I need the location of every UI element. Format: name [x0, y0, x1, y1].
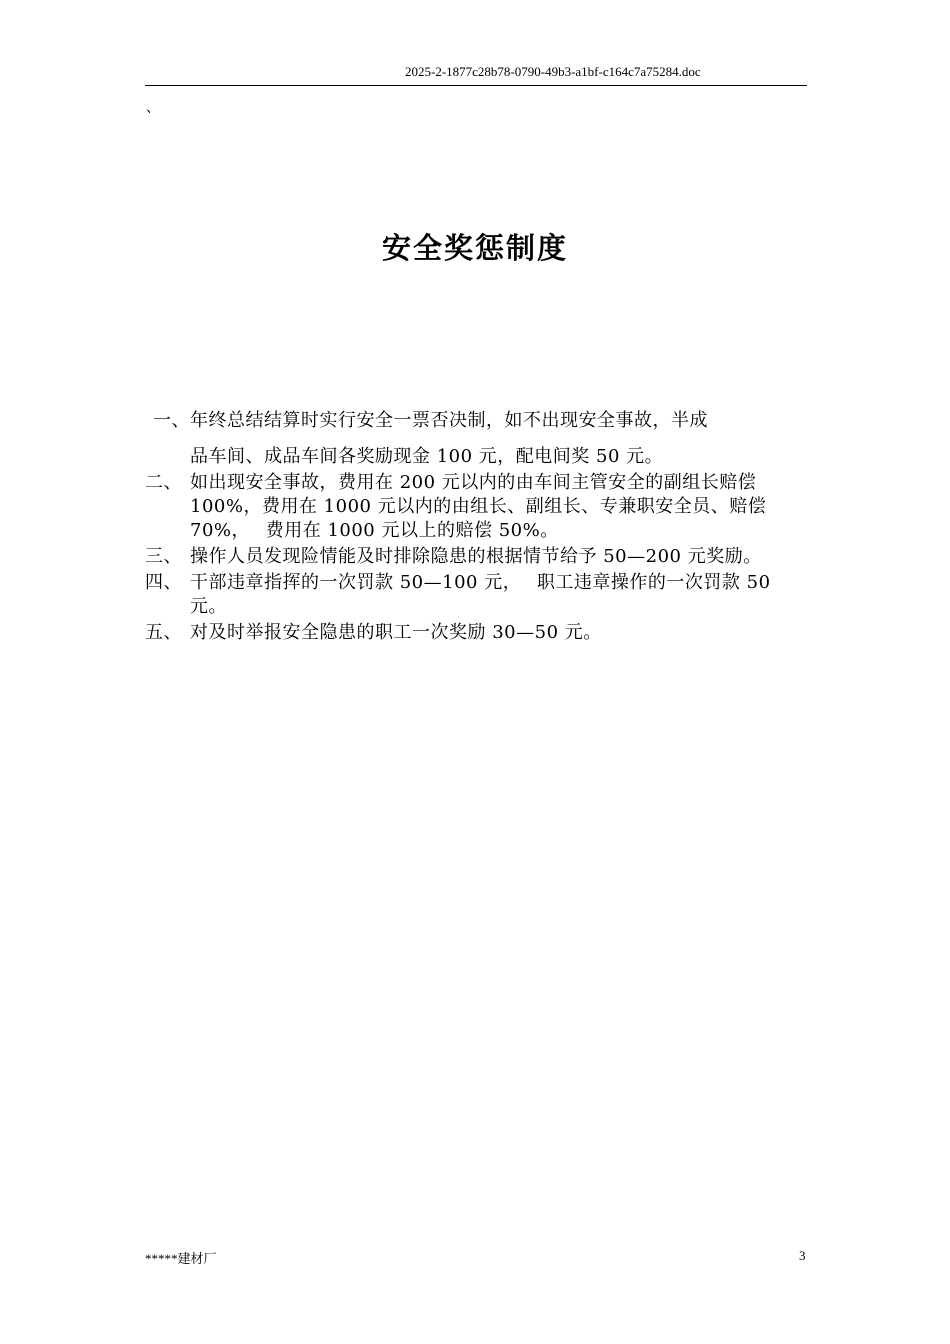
- header-filename: 2025-2-1877c28b78-0790-49b3-a1bf-c164c7a75284.doc: [405, 64, 701, 79]
- rule-1-first-line: [145, 409, 807, 433]
- rule-item-2: [145, 471, 807, 543]
- rule-4-number: 四、: [145, 572, 182, 593]
- rule-1-text-line2: 品车间、成品车间各奖励现金 100 元，配电间奖 50 元。: [190, 446, 664, 467]
- footer-company: *****建材厂: [145, 1251, 217, 1266]
- rule-item-3: [145, 545, 807, 569]
- rule-1-number: 一、: [153, 410, 190, 431]
- rule-5-number: 五、: [145, 622, 182, 643]
- rule-2-text: 如出现安全事故，费用在 200 元以内的由车间主管安全的副组长赔偿 100%，费用在 1000 元以内的由组长、副组长、专兼职安全员、赔偿 70%， 费用在 1000 元以上的赔偿 50%。: [190, 472, 767, 541]
- stray-punctuation-mark: 、: [146, 100, 160, 116]
- rule-3-number: 三、: [145, 546, 182, 567]
- rule-1-text-line1: 年终总结结算时实行安全一票否决制，如不出现安全事故，半成: [190, 410, 708, 431]
- document-title: 安全奖惩制度: [381, 231, 568, 265]
- rule-2-number: 二、: [145, 472, 182, 493]
- rule-3-text: 操作人员发现险情能及时排除隐患的根据情节给予 50—200 元奖励。: [190, 546, 762, 567]
- rule-item-5: [145, 621, 807, 645]
- rule-4-text: 干部违章指挥的一次罚款 50—100 元， 职工违章操作的一次罚款 50 元。: [190, 572, 771, 617]
- header-divider: [145, 85, 807, 86]
- rules-list: [145, 409, 807, 645]
- rule-item-4: [145, 571, 807, 619]
- footer-page-number: 3: [799, 1248, 806, 1263]
- rule-item-1: [145, 409, 807, 469]
- rule-5-text: 对及时举报安全隐患的职工一次奖励 30—50 元。: [190, 622, 602, 643]
